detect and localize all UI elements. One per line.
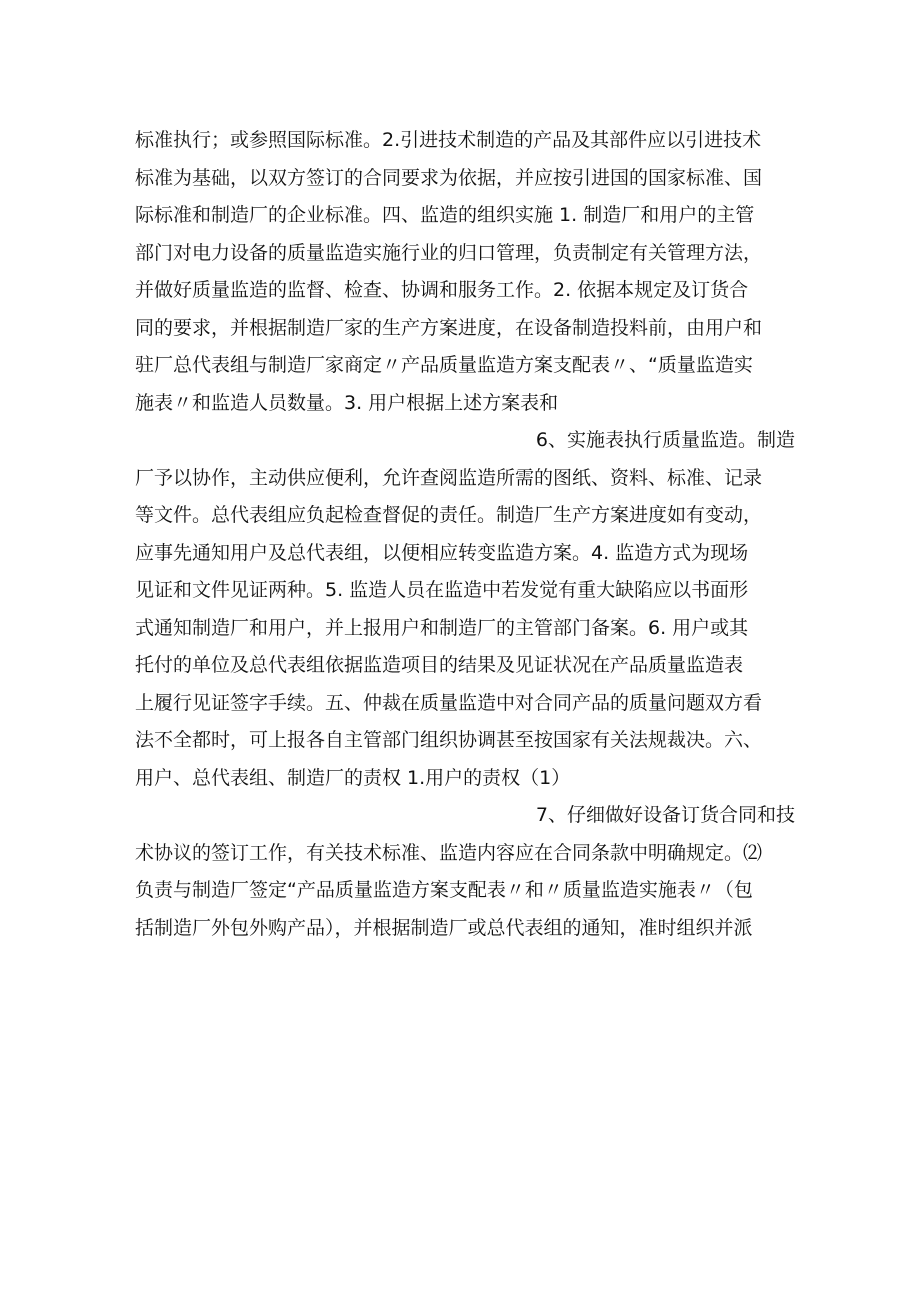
text-line: 法不全都时，可上报各自主管部门组织协调甚至按国家有关法规裁决。六、 xyxy=(135,729,763,751)
text-line: 式通知制造厂和用户，并上报用户和制造厂的主管部门备案。6. 用户或其 xyxy=(135,616,749,639)
text-line: 用户、总代表组、制造厂的责权 1.用户的责权（1） xyxy=(135,766,571,789)
section-heading-line: 6、实施表执行质量监造。制造 xyxy=(535,429,795,451)
text-line: 等文件。总代表组应负起检查督促的责任。制造厂生产方案进度如有变动， xyxy=(135,504,763,526)
document-body xyxy=(135,122,795,947)
text-line: 驻厂总代表组与制造厂家商定〃产品质量监造方案支配表〃、“质量监造实 xyxy=(135,354,753,376)
text-line: 标准为基础，以双方签订的合同要求为依据，并应按引进国的国家标准、国 xyxy=(135,166,763,189)
text-line: 上履行见证签字手续。五、仲裁在质量监造中对合同产品的质量问题双方看 xyxy=(135,691,763,714)
text-line: 标准执行；或参照国际标准。2.引进技术制造的产品及其部件应以引进技术 xyxy=(135,129,762,151)
text-line: 括制造厂外包外购产品），并根据制造厂或总代表组的通知，准时组织并派 xyxy=(135,916,753,939)
text-line: 应事先通知用户及总代表组，以便相应转变监造方案。4. 监造方式为现场 xyxy=(135,541,749,564)
text-line: 同的要求，并根据制造厂家的生产方案进度，在设备制造投料前，由用户和 xyxy=(135,316,763,339)
text-line: 术协议的签订工作，有关技术标准、监造内容应在合同条款中明确规定。⑵ xyxy=(135,841,763,864)
text-line: 部门对电力设备的质量监造实施行业的归口管理，负责制定有关管理方法， xyxy=(135,241,763,264)
text-line: 托付的单位及总代表组依据监造项目的结果及见证状况在产品质量监造表 xyxy=(135,654,744,676)
section-heading-line: 7、仔细做好设备订货合同和技 xyxy=(535,804,795,826)
text-line: 施表〃和监造人员数量。3. 用户根据上述方案表和 xyxy=(135,391,559,414)
text-line: 见证和文件见证两种。5. 监造人员在监造中若发觉有重大缺陷应以书面形 xyxy=(135,579,749,601)
text-line: 际标准和制造厂的企业标准。四、监造的组织实施 1. 制造厂和用户的主管 xyxy=(135,204,755,226)
text-line: 并做好质量监造的监督、检查、协调和服务工作。2. 依据本规定及订货合 xyxy=(135,279,749,301)
text-line: 负责与制造厂签定“产品质量监造方案支配表〃和〃质量监造实施表〃（包 xyxy=(135,879,753,901)
text-line: 厂予以协作，主动供应便利，允许查阅监造所需的图纸、资料、标准、记录 xyxy=(135,466,763,489)
